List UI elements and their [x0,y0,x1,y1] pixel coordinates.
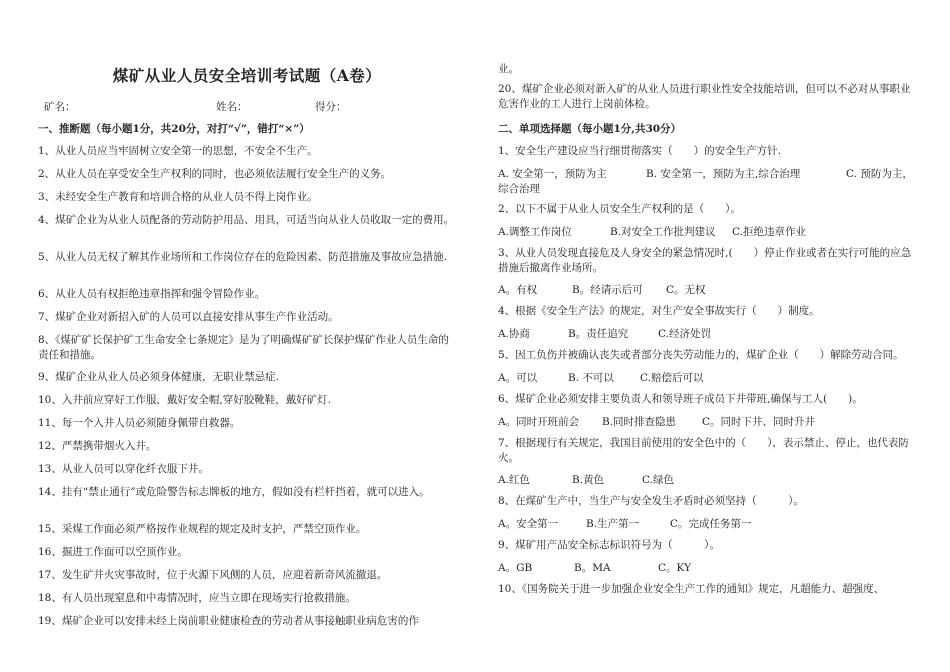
mc-question: 8、在煤矿生产中，当生产与安全发生矛盾时必须坚持（ ）。 [498,495,804,507]
tf-question: 17、发生矿井火灾事故时，位于火源下风侧的人员，应迎着新奇风流撤退。 [38,569,388,581]
tf-question: 12、严禁携带烟火入井。 [38,440,157,452]
tf-question: 13、从业人员可以穿化纤衣服下井。 [38,463,209,475]
tf-question-continued: 业。 [498,63,519,75]
tf-question: 19、煤矿企业可以安排未经上岗前职业健康检查的劳动者从事接触职业病危害的作 [38,615,419,627]
tf-question: 15、采煤工作面必须严格按作业规程的规定及时支护，严禁空顶作业。 [38,523,367,535]
section-heading-multiple-choice: 二、单项选择题（每小题1分,共30分） [498,123,682,135]
mc-option: B。经请示后可 [572,284,643,296]
tf-question: 6、从业人员有权拒绝违章指挥和强令冒险作业。 [38,288,266,300]
name-label: 姓名： [216,101,248,113]
tf-question: 16、掘进工作面可以空顶作业。 [38,546,188,558]
tf-question: 7、煤矿企业对新招入矿的人员可以直接安排从事生产作业活动。 [38,311,339,323]
mc-option: C.绿色 [642,474,674,486]
tf-question: 5、从业人员无权了解其作业场所和工作岗位存在的危险因素、防范措施及事故应急措施. [38,251,448,263]
mc-option: A。安全第一 [498,518,559,530]
mc-option: C。无权 [666,284,706,296]
mc-option: B.黄色 [572,474,605,486]
tf-question: 11、每一个入井人员必须随身佩带自救器。 [38,417,241,429]
mc-option: B.生产第一 [586,518,640,530]
mc-option: C.经济处罚 [658,328,711,340]
mc-option: A.协商 [498,328,530,340]
mc-question: 6、煤矿企业必须安排主要负责人和领导班子成员下井带班,确保与工人( )。 [498,393,863,405]
mc-option: B. 不可以 [568,372,614,384]
mc-question: 3、从业人员发现直接危及人身安全的紧急情况时,( ）停止作业或者在实行可能的应急措施后撤离作业场所。 [498,247,912,274]
mc-option: A。有权 [498,284,538,296]
mc-option: B. 安全第一，预防为主,综合治理 [646,168,801,180]
mc-option: A.调整工作岗位 [498,226,572,238]
mc-option: C。KY [658,562,692,574]
mc-option: A。同时开班前会 [498,416,580,428]
mc-option: B。责任追究 [568,328,629,340]
tf-question: 18、有人员出现窒息和中毒情况时，应当立即在现场实行抢救措施。 [38,592,356,604]
mc-question: 7、根据现行有关规定，我国目前使用的安全色中的（ ），表示禁止、停止，也代表防火。 [498,437,909,464]
mc-option: C. 预防为主， [846,168,913,180]
tf-question: 8、《煤矿矿长保护矿工生命安全七条规定》是为了明确煤矿矿长保护煤矿作业人员生命的责任和措施。 [38,334,449,361]
mc-option: A。GB [498,562,533,574]
mc-question: 1、安全生产建设应当行细贯彻落实（ ）的安全生产方针. [498,145,782,157]
mc-question: 10、《国务院关于进一步加强企业安全生产工作的通知》规定，凡超能力、超强度、 [498,583,885,595]
score-label: 得分： [315,101,347,113]
mc-question: 2、以下不属于从业人员安全生产权利的是（ ）。 [498,203,741,215]
section-heading-true-false: 一、推断题（每小题1分，共20分，对打“√”，错打“×”） [38,123,310,135]
tf-question: 4、煤矿企业为从业人员配备的劳动防护用品、用具，可适当向从业人员收取一定的费用。 [38,214,455,226]
mc-option: B.对安全工作批判建议 [610,226,716,238]
tf-question: 3、未经安全生产教育和培训合格的从业人员不得上岗作业。 [38,191,318,203]
mc-option: B。MA [574,562,611,574]
mc-option: A. 安全第一，预防为主 [498,168,607,180]
mc-option: A。可以 [498,372,538,384]
tf-question: 10、入井前应穿好工作服，戴好安全帽,穿好胶靴鞋，戴好矿灯. [38,394,332,406]
mc-option: B.同时排查隐患 [602,416,677,428]
mc-option-continued: 综合治理 [498,183,540,195]
exam-title: 煤矿从业人员安全培训考试题（A卷） [112,66,382,85]
tf-question: 9、煤矿企业从业人员必须身体健康，无职业禁忌症. [38,371,280,383]
mc-question: 5、因工负伤并被确认丧失或者部分丧失劳动能力的，煤矿企业（ ）解除劳动合同。 [498,349,904,361]
mc-option: A.红色 [498,474,530,486]
mc-option: C.拒绝违章作业 [732,226,806,238]
mc-option: C。同时下井、同时升井 [702,416,816,428]
tf-question: 1、从业人员应当牢固树立安全第一的思想，不安全不生产。 [38,145,318,157]
info-line [38,99,456,115]
tf-question: 14、挂有“禁止通行”或危险警告标志牌板的地方，假如没有栏杆挡着，就可以进入。 [38,486,430,498]
tf-question: 20、煤矿企业必须对新入矿的从业人员进行职业性安全技能培训，但可以不必对从事职业危害作业的工人进行上岗前体检。 [498,83,911,110]
mc-option: C.赔偿后可以 [640,372,704,384]
mine-label: 矿名： [44,101,76,113]
mc-question: 4、根据《安全生产法》的规定，对生产安全事故实行（ ）制度。 [498,305,820,317]
mc-question: 9、煤矿用产品安全标志标识符号为（ ）。 [498,539,720,551]
mc-option: C。完成任务第一 [670,518,752,530]
tf-question: 2、从业人员在享受安全生产权利的同时，也必须依法履行安全生产的义务。 [38,168,392,180]
